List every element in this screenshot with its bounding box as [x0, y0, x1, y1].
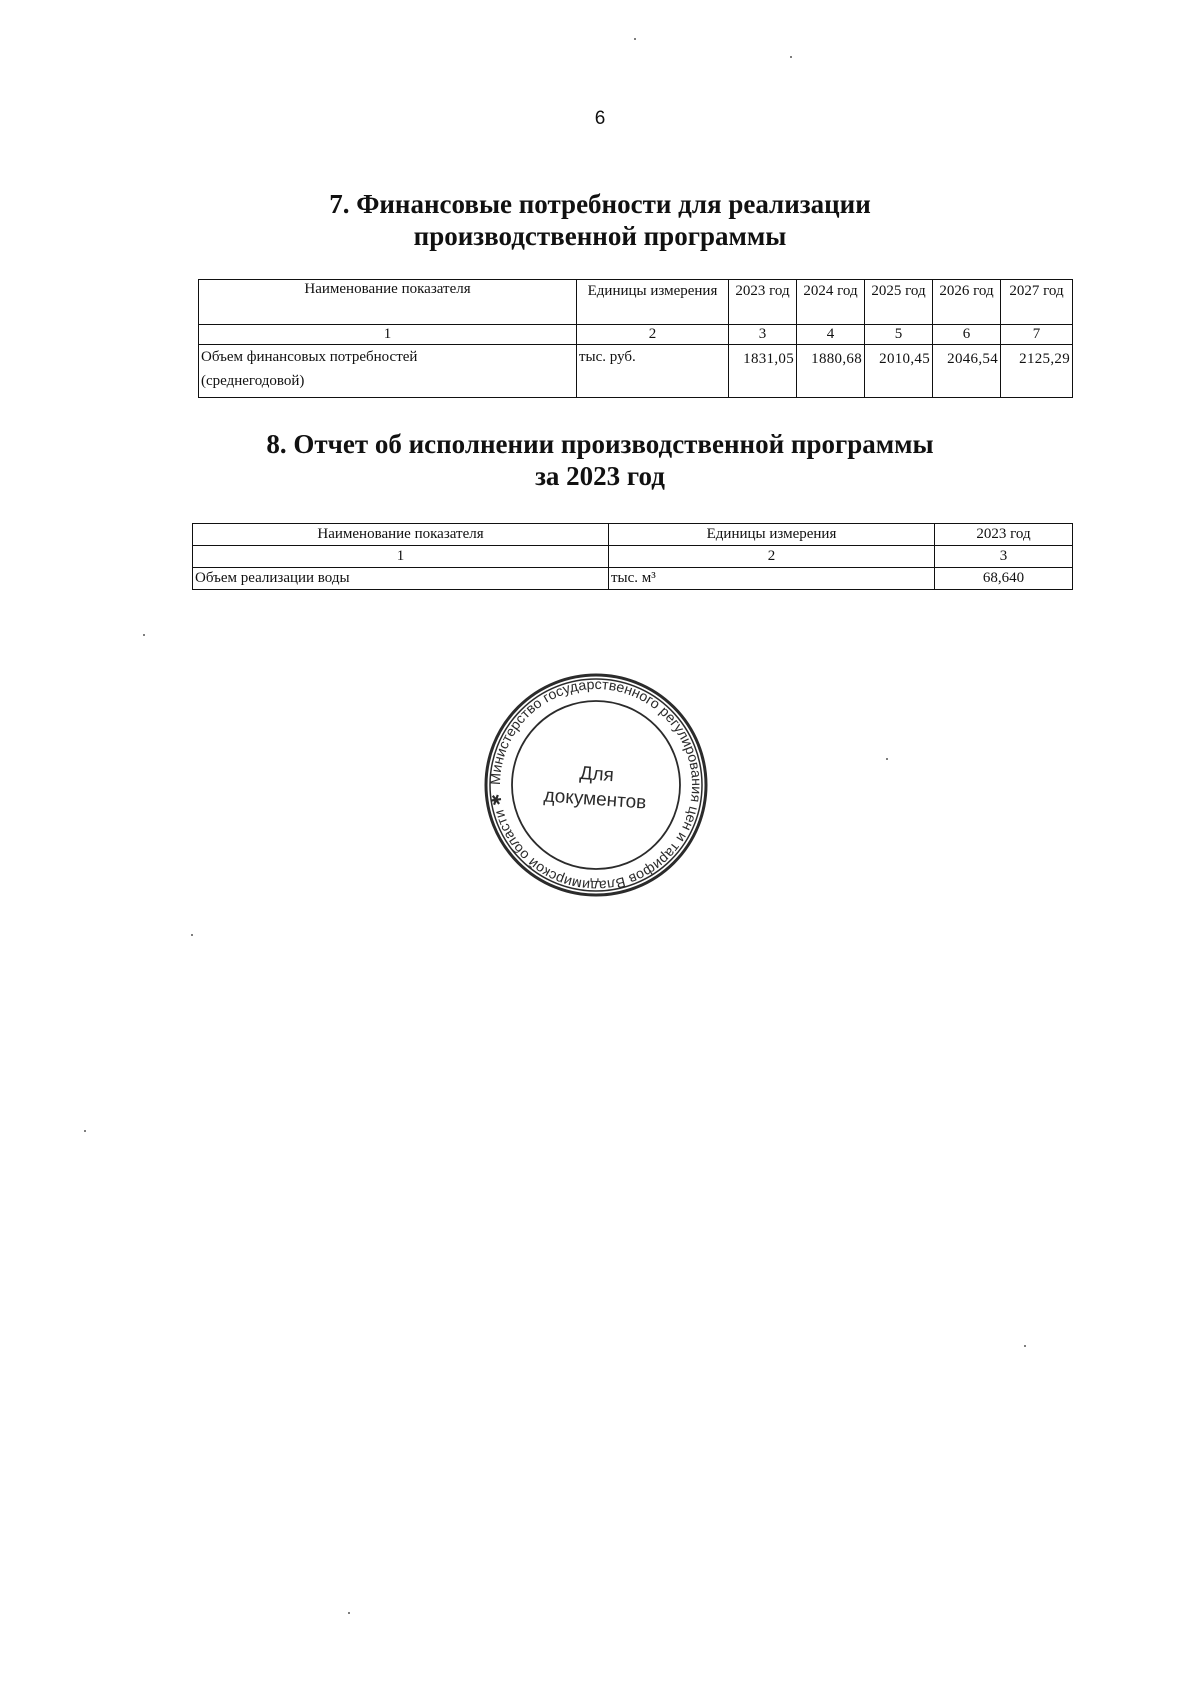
header-year-2025: 2025 год [865, 280, 933, 325]
header-units: Единицы измерения [577, 280, 729, 325]
header-units: Единицы измерения [609, 524, 935, 546]
scan-speck [1024, 1345, 1026, 1347]
section-8-title [0, 428, 1200, 492]
column-number: 5 [865, 325, 933, 345]
financial-needs-table [198, 279, 1073, 398]
table-header-row [199, 280, 1073, 325]
column-number: 6 [933, 325, 1001, 345]
value-2023: 1831,05 [729, 345, 797, 398]
column-number: 3 [729, 325, 797, 345]
indicator-name-line-2: (среднегодовой) [201, 373, 305, 389]
scan-speck [790, 56, 792, 58]
header-year-2023: 2023 год [935, 524, 1073, 546]
header-year-2027: 2027 год [1001, 280, 1073, 325]
column-number-row [199, 325, 1073, 345]
section-7-title-line-1: 7. Финансовые потребности для реализации [329, 189, 871, 219]
column-number: 2 [577, 325, 729, 345]
stamp-inner-ring [512, 701, 680, 869]
value-2025: 2010,45 [865, 345, 933, 398]
header-year-2023: 2023 год [729, 280, 797, 325]
scan-speck [348, 1612, 350, 1614]
stamp-ring-text-path: Министерство государственного регулирования цен и тарифов Владимирской области ✱ [486, 675, 706, 895]
scan-speck [191, 934, 193, 936]
header-indicator-name: Наименование показателя [199, 280, 577, 325]
value-2024: 1880,68 [797, 345, 865, 398]
indicator-name-cell: Объем реализации воды [193, 568, 609, 590]
column-number: 1 [199, 325, 577, 345]
section-7-title [0, 188, 1200, 252]
scan-speck [143, 634, 145, 636]
column-number: 2 [609, 546, 935, 568]
section-8-title-line-1: 8. Отчет об исполнении производственной программы [266, 429, 934, 459]
table-row [193, 568, 1073, 590]
section-7-title-line-2: производственной программы [413, 221, 787, 251]
value-2023: 68,640 [935, 568, 1073, 590]
stamp-center-line-2: документов [543, 785, 647, 814]
indicator-name-line-1: Объем финансовых потребностей [201, 349, 418, 365]
stamp-center-line-1: Для [578, 762, 615, 787]
official-stamp [483, 672, 709, 898]
column-number: 4 [797, 325, 865, 345]
indicator-name-cell [199, 345, 577, 398]
units-cell: тыс. руб. [577, 345, 729, 398]
column-number: 1 [193, 546, 609, 568]
table-header-row [193, 524, 1073, 546]
table-row [199, 345, 1073, 398]
scan-speck [634, 38, 636, 40]
page-number: 6 [594, 108, 606, 129]
value-2027: 2125,29 [1001, 345, 1073, 398]
column-number-row [193, 546, 1073, 568]
header-year-2026: 2026 год [933, 280, 1001, 325]
column-number: 3 [935, 546, 1073, 568]
scan-speck [886, 758, 888, 760]
program-execution-report-table [192, 523, 1073, 590]
header-indicator-name: Наименование показателя [193, 524, 609, 546]
column-number: 7 [1001, 325, 1073, 345]
scan-speck [84, 1130, 86, 1132]
units-cell: тыс. м³ [609, 568, 935, 590]
value-2026: 2046,54 [933, 345, 1001, 398]
section-8-title-line-2: за 2023 год [535, 461, 665, 491]
header-year-2024: 2024 год [797, 280, 865, 325]
